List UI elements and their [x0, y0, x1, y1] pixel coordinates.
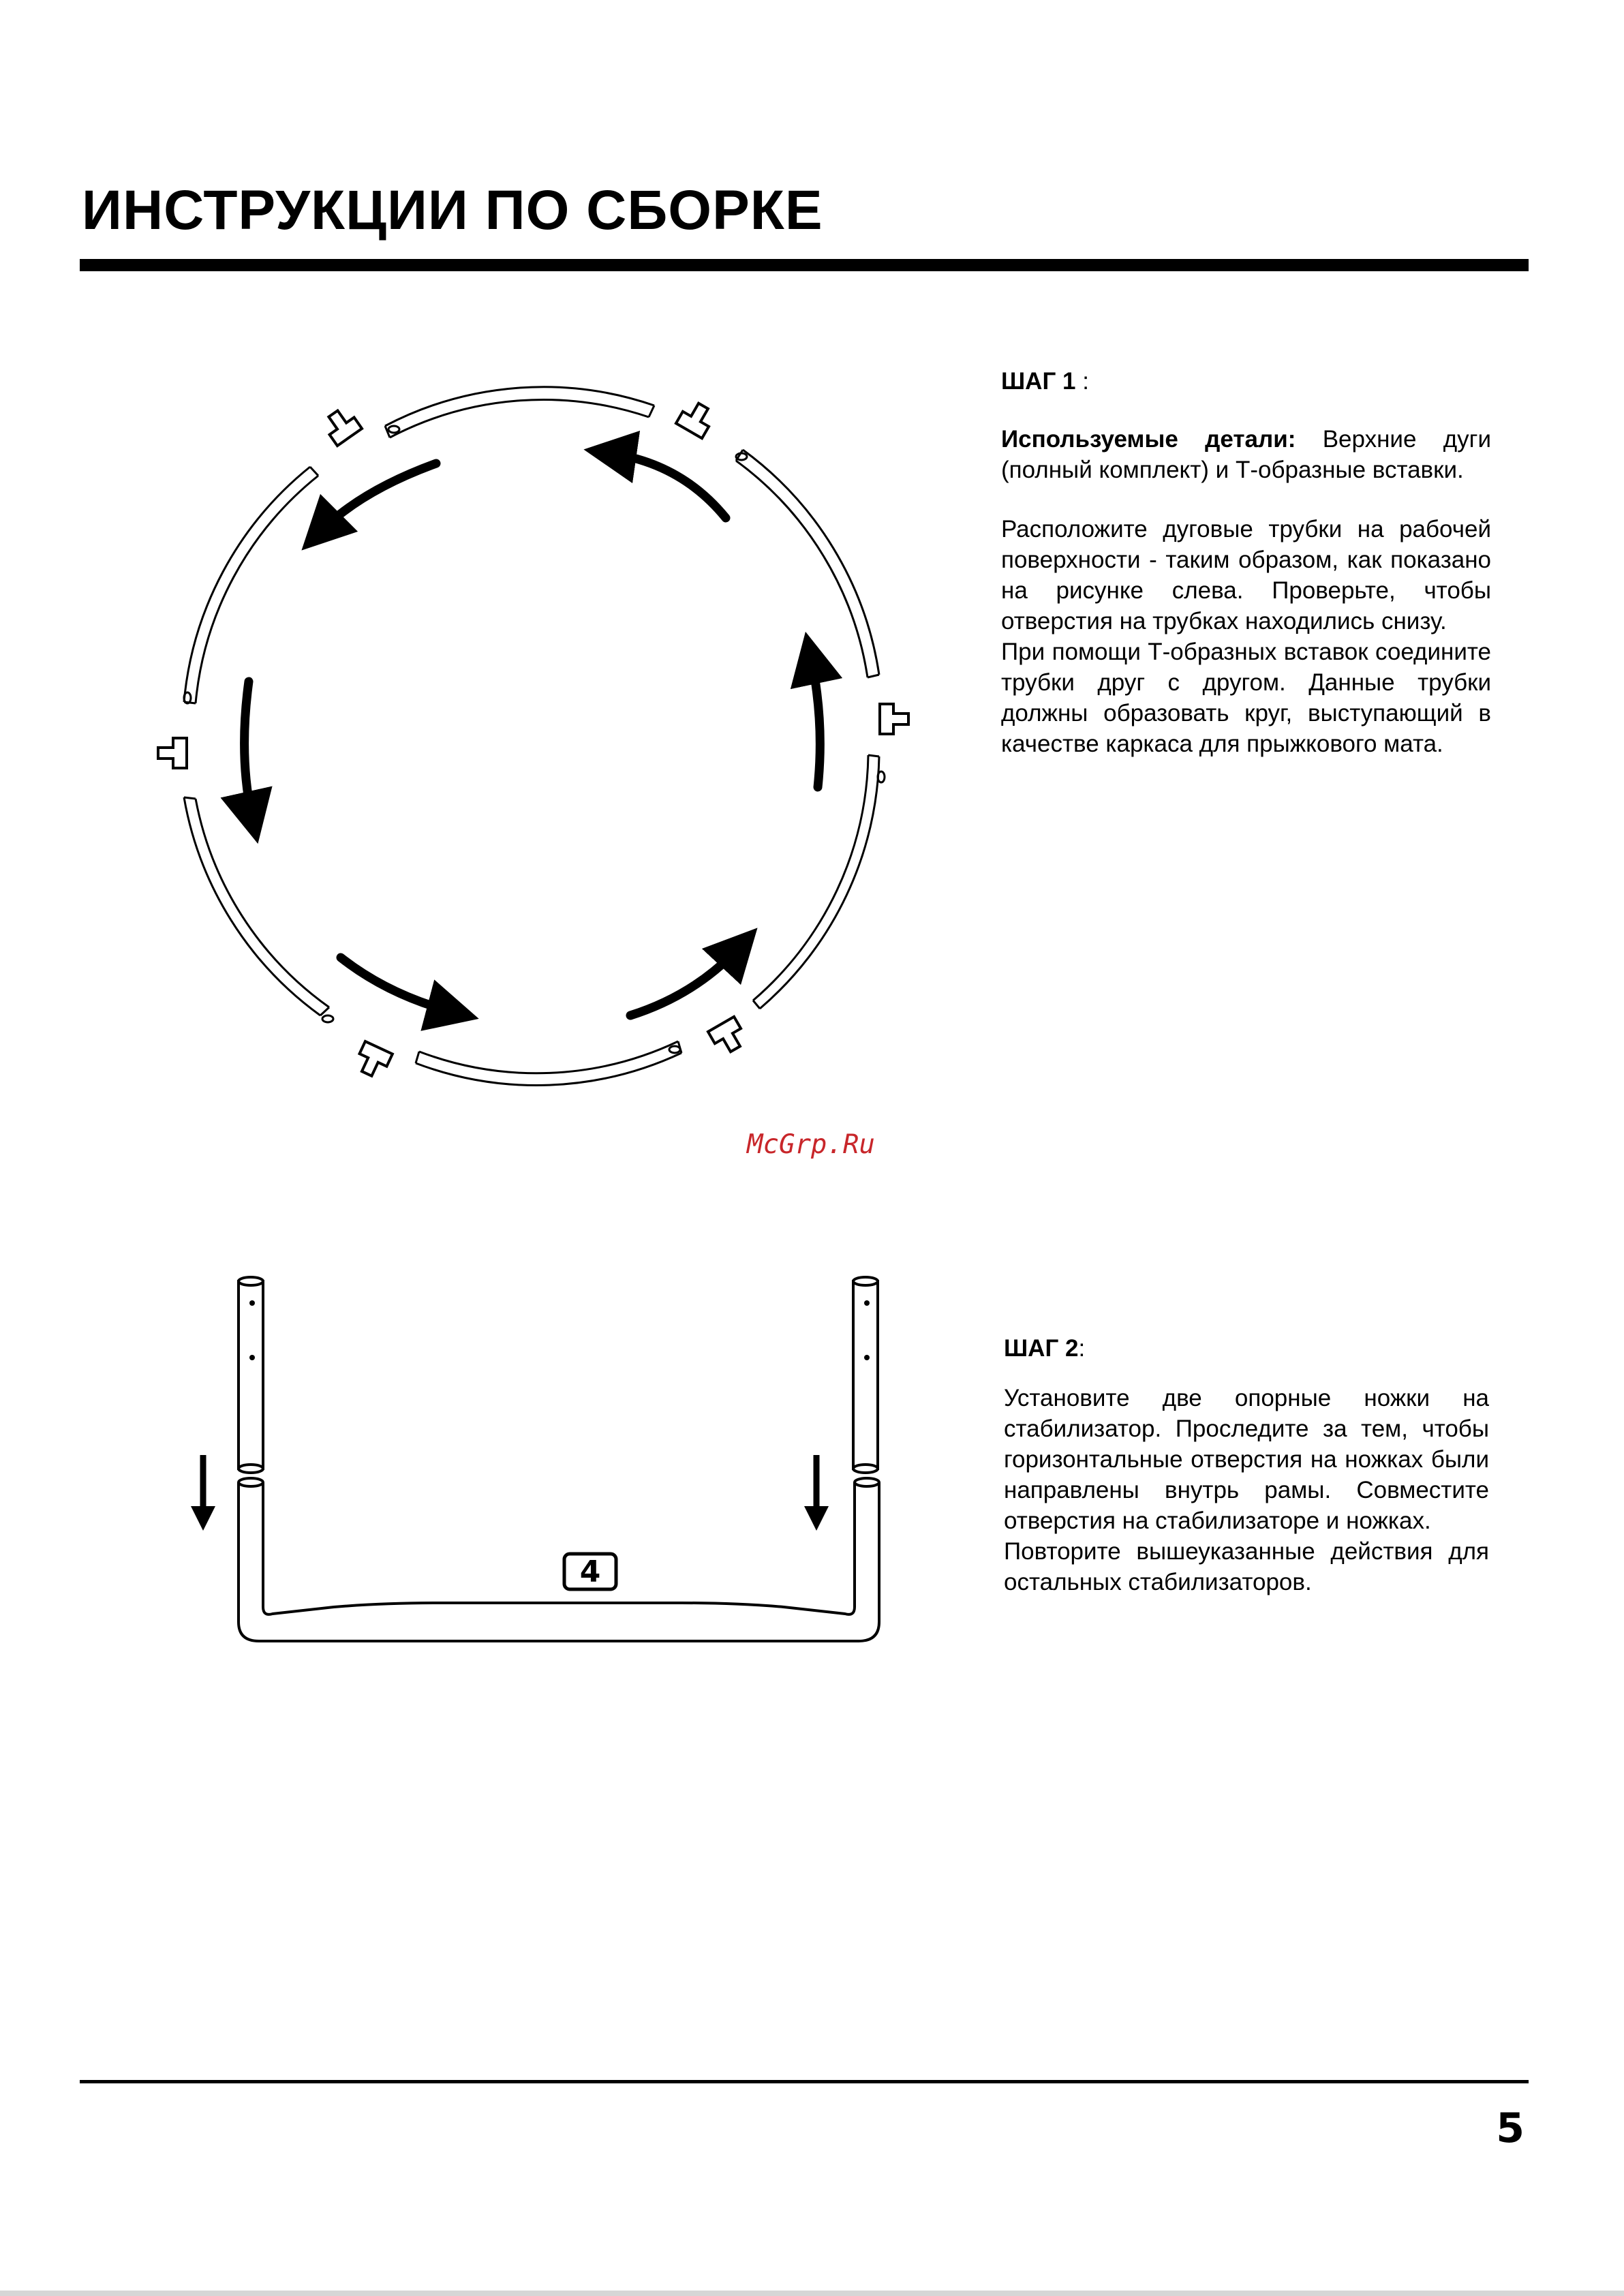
step1-paragraph-2: При помощи Т-образных вставок соедините трубки друг с другом. Данные трубки должны образовать круг, выступающий в качестве каркаса для прыжкового мата.	[1001, 639, 1491, 757]
stabilizer	[239, 1482, 879, 1641]
page-number: 5	[1496, 2104, 1525, 2152]
arrow-right	[811, 658, 820, 787]
watermark: McGrp.Ru	[747, 1129, 875, 1160]
step1-parts	[1001, 424, 1491, 485]
step2-text	[1004, 1333, 1489, 1597]
t-insert-bottom-left	[353, 1041, 393, 1080]
step1-heading: ШАГ 1 :	[1001, 368, 1089, 395]
arrow-top-right	[610, 453, 726, 518]
t-inserts	[158, 399, 908, 1080]
t-insert-right	[880, 704, 908, 734]
t-insert-top-left	[321, 405, 362, 446]
t-insert-left	[158, 738, 187, 768]
t-insert-top-right	[676, 399, 716, 438]
step1-ring-diagram	[136, 361, 954, 1124]
arrow-bottom-right	[630, 947, 739, 1015]
bottom-edge	[0, 2291, 1624, 2296]
arrow-left	[245, 682, 252, 818]
arrow-top-left	[320, 463, 436, 532]
step2-paragraph-1: Установите две опорные ножки на стабилизатор. Проследите за тем, чтобы горизонтальные отверстия на ножках были направлены внутрь рамы. Совместите отверстия на стабилизаторе и ножках.	[1004, 1385, 1489, 1534]
arc-tube-right	[760, 756, 879, 1009]
step1-text	[1001, 366, 1491, 759]
footer-divider	[80, 2080, 1529, 2083]
step2-stabilizer-diagram	[177, 1268, 927, 1677]
step1-parts-text: Верхние дуги (полный комплект) и Т-образные вставки.	[1001, 426, 1491, 483]
arc-tube-bottom	[416, 1053, 681, 1085]
support-leg-right	[853, 1277, 878, 1473]
step2-paragraph-2: Повторите вышеуказанные действия для остальных стабилизаторов.	[1004, 1538, 1489, 1595]
title-divider	[80, 259, 1529, 271]
rotation-arrows	[245, 453, 821, 1015]
arrow-bottom-left	[341, 958, 453, 1012]
step1-parts-label: Используемые детали:	[1001, 426, 1296, 453]
step2-heading: ШАГ 2:	[1004, 1335, 1086, 1362]
t-insert-bottom-right	[708, 1017, 748, 1056]
page-title: ИНСТРУКЦИИ ПО СБОРКЕ	[82, 179, 823, 241]
part-number-label: 4	[579, 1555, 601, 1589]
arc-tube-left	[184, 467, 310, 702]
support-leg-left	[239, 1277, 263, 1473]
step1-paragraph-1: Расположите дуговые трубки на рабочей поверхности - таким образом, как показано на рисунке слева. Проверьте, чтобы отверстия на трубках находились снизу.	[1001, 516, 1491, 634]
